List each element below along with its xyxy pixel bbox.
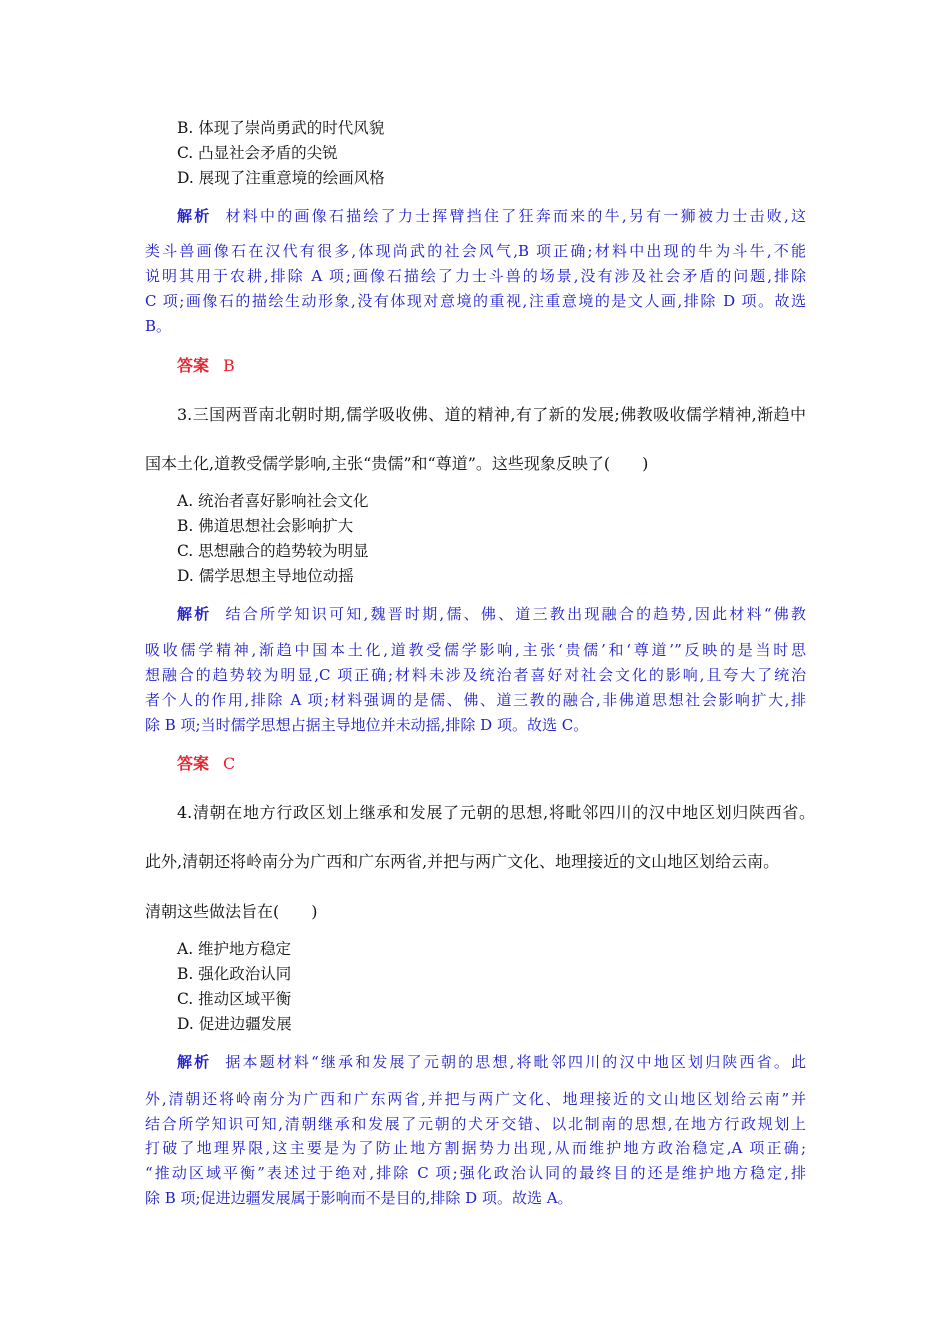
analysis-line: 除 B 项;当时儒学思想占据主导地位并未动摇,排除 D 项。故选 C。	[145, 716, 589, 734]
analysis-line: B。	[145, 317, 172, 335]
option-b: B. 佛道思想社会影响扩大	[177, 517, 354, 535]
analysis-line: C 项;画像石的描绘生动形象,没有体现对意境的重视,注重意境的是文人画,排除 D 项。故选	[145, 292, 806, 310]
analysis-line: 吸收儒学精神,渐趋中国本土化,道教受儒学影响,主张‘贵儒’和‘尊道’”反映的是当时思	[145, 641, 806, 659]
option-b: B. 强化政治认同	[177, 965, 292, 983]
analysis-label: 解析	[177, 1053, 212, 1071]
option-b: B. 体现了崇尚勇武的时代风貌	[177, 119, 385, 137]
answer-value: C	[223, 754, 236, 773]
analysis-line: 解析 据本题材料“继承和发展了元朝的思想,将毗邻四川的汉中地区划归陕西省。此	[177, 1053, 806, 1071]
analysis-label: 解析	[177, 207, 212, 225]
answer	[177, 754, 806, 774]
analysis-line: 外,清朝还将岭南分为广西和广东两省,并把与两广文化、地理接近的文山地区划给云南”并	[145, 1090, 806, 1108]
question-stem: 清朝这些做法旨在( )	[145, 902, 318, 921]
answer-label: 答案	[177, 356, 210, 375]
analysis-line: “推动区域平衡”表述过于绝对,排除 C 项;强化政治认同的最终目的还是维护地方稳定,排	[145, 1164, 806, 1182]
analysis-line: 结合所学知识可知,清朝继承和发展了元朝的犬牙交错、以北制南的思想,在地方行政规划上	[145, 1115, 806, 1133]
option-d: D. 儒学思想主导地位动摇	[177, 567, 354, 585]
option-c: C. 思想融合的趋势较为明显	[177, 542, 369, 560]
analysis-line: 想融合的趋势较为明显,C 项正确;材料未涉及统治者喜好对社会文化的影响,且夸大了统治	[145, 666, 806, 684]
question-stem: 国本土化,道教受儒学影响,主张“贵儒”和“尊道”。这些现象反映了( )	[145, 454, 649, 473]
option-d: D. 促进边疆发展	[177, 1015, 292, 1033]
question-stem: 4.清朝在地方行政区划上继承和发展了元朝的思想,将毗邻四川的汉中地区划归陕西省。	[177, 803, 815, 822]
analysis-line: 说明其用于农耕,排除 A 项;画像石描绘了力士斗兽的场景,没有涉及社会矛盾的问题,排除	[145, 267, 806, 285]
analysis-line: 除 B 项;促进边疆发展属于影响而不是目的,排除 D 项。故选 A。	[145, 1189, 573, 1207]
option-c: C. 推动区域平衡	[177, 990, 292, 1008]
question-stem: 此外,清朝还将岭南分为广西和广东两省,并把与两广文化、地理接近的文山地区划给云南。	[145, 852, 780, 871]
analysis-line: 解析 材料中的画像石描绘了力士挥臂挡住了狂奔而来的牛,另有一狮被力士击败,这	[177, 207, 806, 225]
option-a: A. 统治者喜好影响社会文化	[177, 492, 369, 510]
answer	[177, 356, 806, 376]
option-c: C. 凸显社会矛盾的尖锐	[177, 144, 338, 162]
analysis-label: 解析	[177, 605, 212, 623]
question-stem: 3.三国两晋南北朝时期,儒学吸收佛、道的精神,有了新的发展;佛教吸收儒学精神,渐趋中	[177, 405, 806, 424]
option-a: A. 维护地方稳定	[177, 940, 292, 958]
answer-label: 答案	[177, 754, 210, 773]
answer-value: B	[223, 356, 235, 375]
analysis-line: 类斗兽画像石在汉代有很多,体现尚武的社会风气,B 项正确;材料中出现的牛为斗牛,不能	[145, 242, 806, 260]
analysis-line: 解析 结合所学知识可知,魏晋时期,儒、佛、道三教出现融合的趋势,因此材料“佛教	[177, 605, 806, 623]
analysis-line: 者个人的作用,排除 A 项;材料强调的是儒、佛、道三教的融合,非佛道思想社会影响扩大,排	[145, 691, 806, 709]
option-d: D. 展现了注重意境的绘画风格	[177, 169, 385, 187]
analysis-line: 打破了地理界限,这主要是为了防止地方割据势力出现,从而维护地方政治稳定,A 项正确;	[145, 1139, 806, 1157]
